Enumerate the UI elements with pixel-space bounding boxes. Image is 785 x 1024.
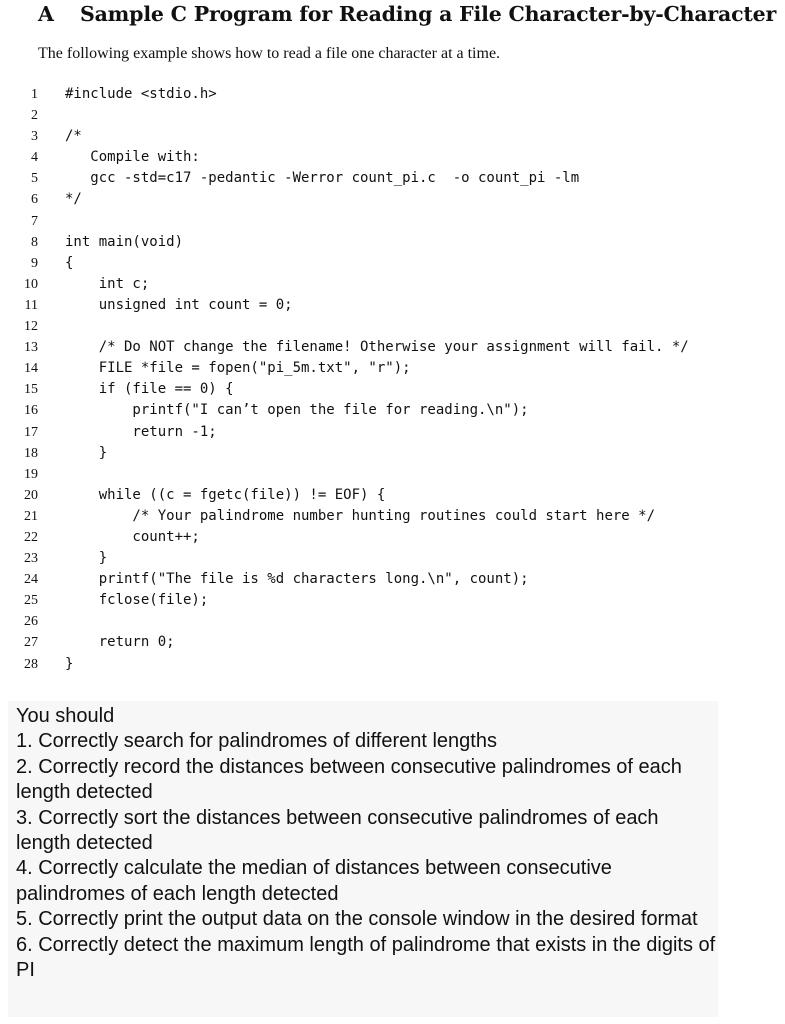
section-heading	[38, 2, 776, 26]
code-line	[0, 422, 785, 443]
code-line	[0, 569, 785, 590]
code-line	[0, 527, 785, 548]
line-number: 5	[31, 171, 38, 187]
line-number: 12	[24, 319, 38, 335]
code-line	[0, 485, 785, 506]
requirement-item: 3. Correctly sort the distances between consecutive palindromes of each length detected	[16, 806, 659, 855]
line-number: 4	[31, 150, 38, 166]
line-number: 3	[31, 129, 38, 145]
code-text: int main(void)	[65, 233, 184, 250]
line-number: 8	[31, 234, 38, 250]
code-text: #include <stdio.h>	[65, 86, 217, 102]
code-text: printf("The file is %d characters long.\n", count);	[65, 571, 529, 588]
line-number: 16	[24, 403, 38, 419]
code-line	[0, 147, 785, 168]
code-text: unsigned int count = 0;	[65, 296, 293, 313]
code-text: */	[65, 191, 82, 208]
line-number: 7	[31, 213, 38, 229]
code-line	[0, 168, 785, 189]
code-text: }	[65, 550, 108, 567]
code-text: if (file == 0) {	[65, 381, 234, 398]
code-line	[0, 632, 785, 653]
code-line	[0, 253, 785, 274]
code-text: }	[65, 444, 108, 461]
line-number: 14	[24, 361, 38, 377]
code-line	[0, 548, 785, 569]
code-text: return 0;	[65, 634, 175, 651]
line-number: 20	[24, 487, 38, 503]
line-number: 27	[24, 635, 38, 651]
code-line	[0, 654, 785, 675]
requirement-item: 4. Correctly calculate the median of distances between consecutive palindromes of each length detected	[16, 857, 612, 905]
section-title: Sample C Program for Reading a File Character-by-Character	[80, 2, 777, 26]
code-line	[0, 189, 785, 210]
section-number: A	[38, 2, 54, 26]
line-number: 28	[24, 656, 38, 672]
code-line	[0, 506, 785, 527]
code-line	[0, 400, 785, 421]
code-line	[0, 105, 785, 126]
code-text: fclose(file);	[65, 592, 209, 609]
code-listing	[0, 84, 785, 675]
code-text: FILE *file = fopen("pi_5m.txt", "r");	[65, 360, 411, 377]
code-line	[0, 337, 785, 358]
line-number: 23	[24, 551, 38, 567]
line-number: 10	[24, 276, 38, 292]
code-line	[0, 84, 785, 105]
code-text: Compile with:	[65, 149, 200, 166]
code-line	[0, 611, 785, 632]
code-text: }	[65, 655, 74, 672]
line-number: 6	[31, 192, 38, 208]
code-line	[0, 464, 785, 485]
code-text: while ((c = fgetc(file)) != EOF) {	[65, 486, 386, 503]
code-text: /* Your palindrome number hunting routines could start here */	[65, 507, 656, 524]
code-line	[0, 211, 785, 232]
code-line	[0, 232, 785, 253]
code-text: /*	[65, 128, 82, 145]
requirement-item: 2. Correctly record the distances between consecutive palindromes of each length detected	[16, 755, 682, 804]
line-number: 19	[24, 466, 38, 482]
code-line	[0, 379, 785, 400]
line-number: 1	[31, 87, 38, 102]
line-number: 25	[24, 593, 38, 609]
code-line	[0, 316, 785, 337]
code-text: {	[65, 254, 74, 271]
line-number: 11	[24, 297, 38, 313]
notes-intro: You should	[16, 705, 115, 727]
line-number: 24	[24, 572, 38, 588]
line-number: 13	[24, 340, 38, 356]
code-line	[0, 358, 785, 379]
line-number: 15	[24, 382, 38, 398]
line-number: 21	[24, 508, 38, 524]
line-number: 9	[31, 255, 38, 271]
requirements-box	[8, 701, 718, 1017]
code-text: gcc -std=c17 -pedantic -Werror count_pi.c -o count_pi -lm	[65, 170, 580, 187]
line-number: 22	[24, 529, 38, 545]
line-number: 2	[31, 108, 38, 124]
code-text: int c;	[65, 275, 150, 292]
code-text: count++;	[65, 528, 200, 545]
code-line	[0, 126, 785, 147]
code-line	[0, 443, 785, 464]
code-text: printf("I can’t open the file for reading.\n");	[65, 402, 529, 419]
code-line	[0, 590, 785, 611]
code-line	[0, 274, 785, 295]
line-number: 17	[24, 424, 38, 440]
code-text: /* Do NOT change the filename! Otherwise your assignment will fail. */	[65, 339, 689, 356]
intro-paragraph: The following example shows how to read a file one character at a time.	[38, 45, 501, 62]
requirement-item: 6. Correctly detect the maximum length of palindrome that exists in the digits of PI	[16, 933, 716, 982]
line-number: 18	[24, 445, 38, 461]
line-number: 26	[24, 614, 38, 630]
code-text: return -1;	[65, 423, 217, 440]
code-line	[0, 295, 785, 316]
requirement-item: 5. Correctly print the output data on the console window in the desired format	[16, 908, 698, 931]
requirement-item: 1. Correctly search for palindromes of different lengths	[16, 730, 497, 753]
